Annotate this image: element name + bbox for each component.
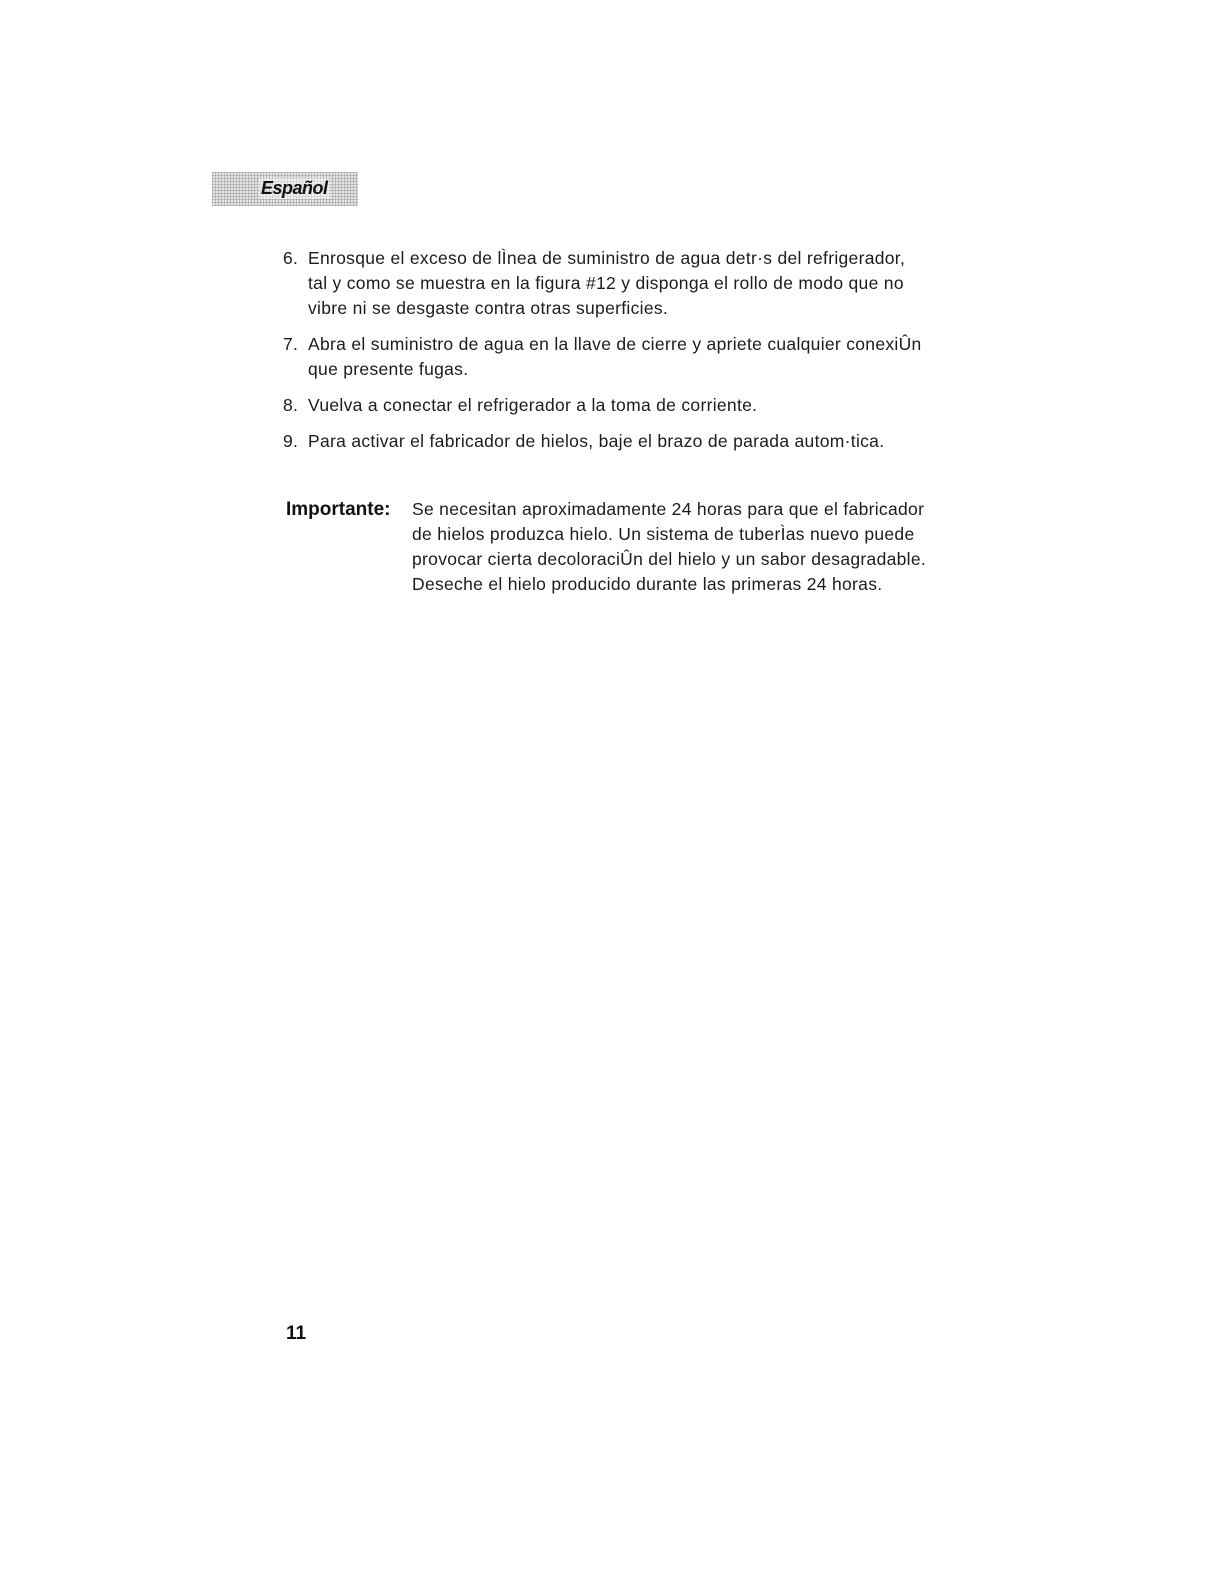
important-text: Se necesitan aproximadamente 24 horas para que el fabricador de hielos produzca hielo. Un sistema de tuberÌas nuevo puede provocar cierta decoloraciÛn del hielo y un sabor desagradable. Deseche el hielo producido durante las primeras 24 horas. [412, 499, 927, 594]
page-number: 11 [286, 1323, 307, 1344]
list-item [283, 429, 923, 454]
step-text: Vuelva a conectar el refrigerador a la toma de corriente. [308, 395, 758, 415]
step-text: Abra el suministro de agua en la llave de cierre y apriete cualquier conexiÛn que presente fugas. [308, 334, 922, 379]
step-number: 7. [283, 334, 299, 354]
list-item [283, 246, 923, 321]
language-tab-label: Español [261, 178, 328, 198]
list-item [283, 332, 923, 382]
step-number: 9. [283, 431, 299, 451]
step-number: 6. [283, 248, 299, 268]
list-item [283, 393, 923, 418]
step-text: Para activar el fabricador de hielos, baje el brazo de parada autom·tica. [308, 431, 885, 451]
important-label: Importante: [286, 499, 391, 520]
instruction-steps-list [283, 246, 923, 465]
step-text: Enrosque el exceso de lÌnea de suministro de agua detr·s del refrigerador, tal y como se muestra en la figura #12 y disponga el rollo de modo que no vibre ni se desgaste contra otras superficies. [308, 248, 906, 318]
language-section-tab [212, 172, 358, 206]
step-number: 8. [283, 395, 299, 415]
